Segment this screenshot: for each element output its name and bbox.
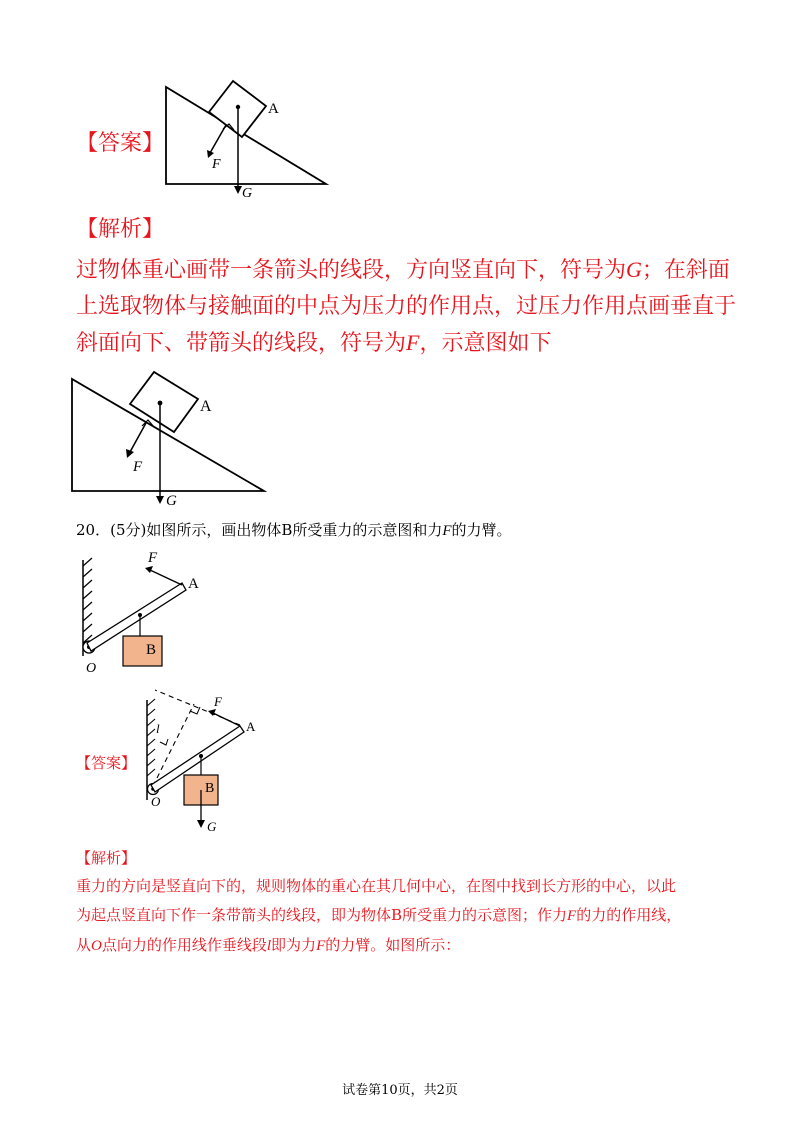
q20-ans-label-b: B <box>205 781 215 796</box>
q19-fig-label-a: A <box>200 398 212 415</box>
q20-answer-label: 【答案】 <box>76 754 137 772</box>
q20-analysis-label: 【解析】 <box>76 849 137 867</box>
q19-fig-label-f: F <box>133 459 143 475</box>
q20-question: 20．(5分)如图所示，画出物体B所受重力的示意图和力F的力臂。 <box>76 521 512 539</box>
q19-analysis-line-3: 斜面向下、带箭头的线段，符号为F，示意图如下 <box>76 330 552 356</box>
q20-q-label-b: B <box>146 642 157 658</box>
q20-q-label-o: O <box>86 661 97 676</box>
q19-analysis-line-1: 过物体重心画带一条箭头的线段，方向竖直向下，符号为G；在斜面 <box>76 257 730 283</box>
q20-analysis-line-2: 为起点竖直向下作一条带箭头的线段，即为物体B所受重力的示意图；作力F的力的作用线， <box>76 906 682 924</box>
q20-ans-label-f: F <box>214 694 222 709</box>
q20-ans-label-a: A <box>246 719 256 734</box>
q20-analysis-line-3: 从O点向力的作用线作垂线段l即为力F的力臂。如图所示： <box>76 936 461 954</box>
q19-ans-label-g: G <box>242 186 253 201</box>
q19-fig-label-g: G <box>166 493 177 509</box>
q20-ans-label-o: O <box>151 794 161 809</box>
q20-ans-label-g: G <box>207 819 217 834</box>
q20-ans-label-l: l <box>156 721 160 736</box>
q20-q-label-f: F <box>148 550 158 566</box>
page-footer: 试卷第10页，共2页 <box>342 1083 458 1098</box>
q20-q-label-a: A <box>188 576 199 592</box>
q19-ans-label-a: A <box>268 101 279 117</box>
q19-answer-label: 【答案】 <box>76 131 165 156</box>
q20-analysis-text <box>76 872 736 961</box>
q19-analysis-line-2: 上选取物体与接触面的中点为压力的作用点，过压力作用点画垂直于 <box>76 294 737 319</box>
q20-analysis-line-1: 重力的方向是竖直向下的，规则物体的重心在其几何中心，在图中找到长方形的中心，以此 <box>76 877 677 895</box>
q19-analysis-label: 【解析】 <box>76 217 165 242</box>
q19-ans-label-f: F <box>212 157 221 172</box>
